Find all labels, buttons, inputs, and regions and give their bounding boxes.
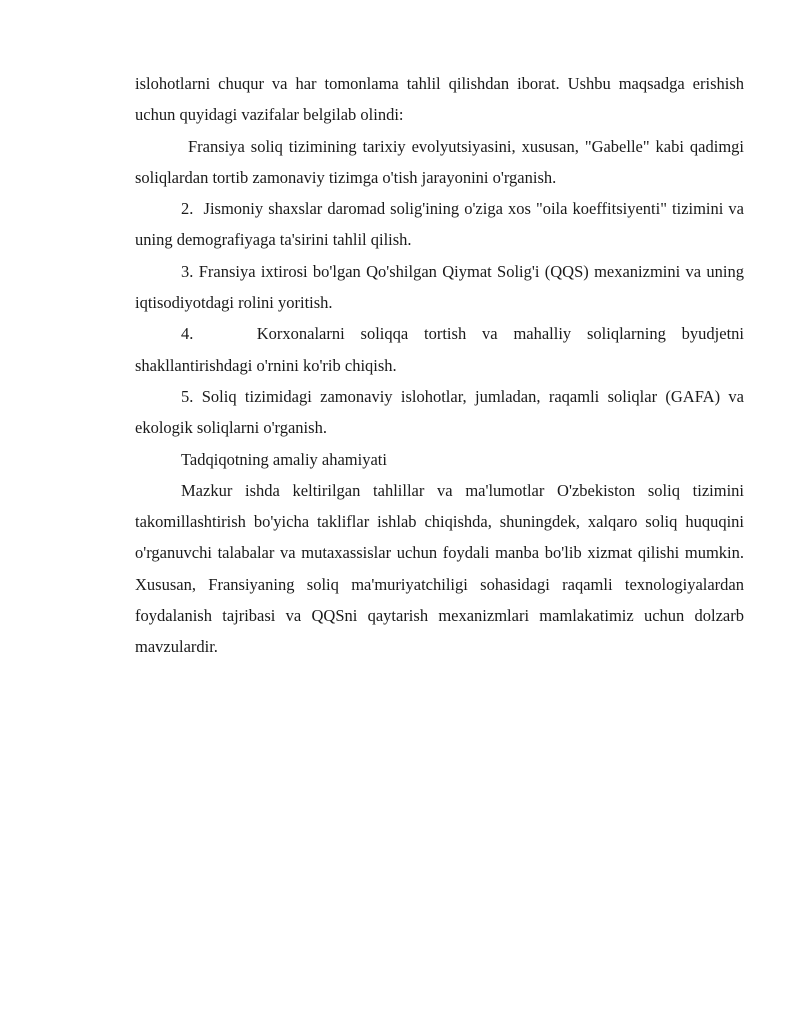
task-number-5: 5.: [181, 386, 194, 406]
task-item-5: [135, 381, 744, 444]
task-text-2: Jismoniy shaxslar daromad solig'ining o'ziga xos "oila koeffitsiyenti" tizimini va uning demografiyaga ta'sirini tahlil qilish.: [135, 199, 744, 250]
task-number-3: 3.: [181, 261, 194, 281]
task-item-2: [135, 193, 744, 256]
task-text-3: Fransiya ixtirosi bo'lgan Qo'shilgan Qiymat Solig'i (QQS) mexanizmini va uning iqtisodiyotdagi rolini yoritish.: [135, 261, 745, 313]
task-item-1: [135, 131, 744, 194]
task-number-4: 4.: [181, 324, 194, 344]
task-text-4: Korxonalarni soliqqa tortish va mahalliy soliqlarning byudjetni shakllantirishdagi o'rnini ko'rib chiqish.: [135, 324, 744, 375]
document-page: [135, 68, 744, 663]
task-text-1: Fransiya soliq tizimining tarixiy evolyutsiyasini, xususan, "Gabelle" kabi qadimgi soliqlardan tortib zamonaviy tizimga o'tish jarayonini o'rganish.: [135, 136, 744, 187]
task-item-3: [135, 256, 744, 319]
task-number-2: 2.: [181, 199, 194, 219]
intro-paragraph: islohotlarni chuqur va har tomonlama tahlil qilishdan iborat. Ushbu maqsadga erishish uchun quyidagi vazifalar belgilab olindi:: [135, 74, 744, 125]
section-heading: Tadqiqotning amaliy ahamiyati: [181, 449, 387, 469]
task-text-5: Soliq tizimidagi zamonaviy islohotlar, jumladan, raqamli soliqlar (GAFA) va ekologik soliqlarni o'rganish.: [135, 386, 744, 438]
task-item-4: [135, 318, 744, 381]
practical-paragraph: Mazkur ishda keltirilgan tahlillar va ma'lumotlar O'zbekiston soliq tizimini takomillashtirish bo'yicha takliflar ishlab chiqishda, shuningdek, xalqaro soliq huquqini o'rganuvchi talabalar va mutaxassislar uchun foydali manba bo'lib xizmat qilishi mumkin. Xususan, Fransiyaning soliq ma'muriyatchiligi sohasidagi raqamli texnologiyalardan foydalanish tajribasi va QQSni qaytarish mexanizmlari mamlakatimiz uchun dolzarb mavzulardir.: [135, 480, 744, 657]
